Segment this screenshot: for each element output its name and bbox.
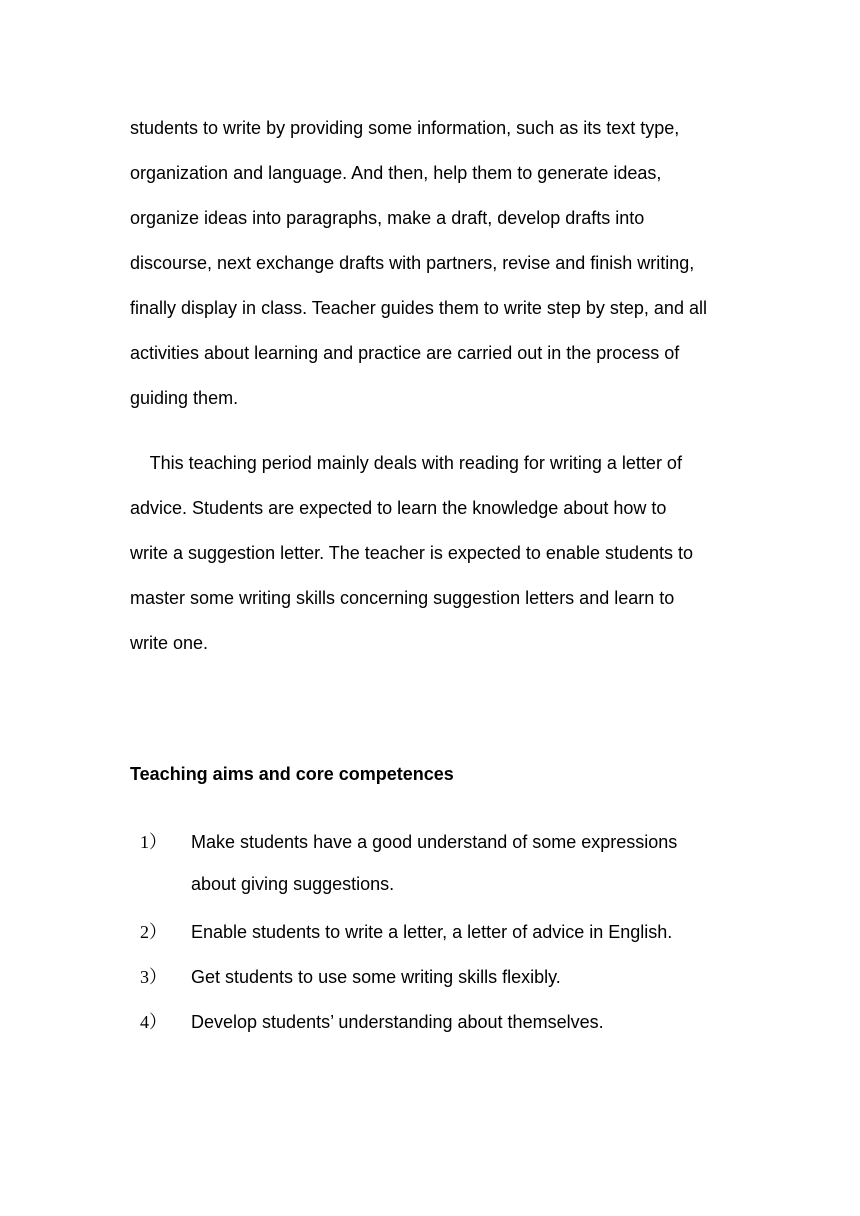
section-heading: Teaching aims and core competences xyxy=(130,764,454,784)
paragraph-1-line: activities about learning and practice are carried out in the process of xyxy=(130,343,680,363)
list-item-text: Make students have a good understand of some expressions xyxy=(191,832,678,852)
list-item-text: Get students to use some writing skills flexibly. xyxy=(191,967,561,987)
paragraph-2-line: write one. xyxy=(130,633,209,653)
paragraph-2-line: This teaching period mainly deals with reading for writing a letter of xyxy=(130,453,682,473)
paragraph-1-line: organization and language. And then, help them to generate ideas, xyxy=(130,163,662,183)
paragraph-2-line: write a suggestion letter. The teacher is expected to enable students to xyxy=(130,543,694,563)
paragraph-1-line: guiding them. xyxy=(130,388,239,408)
paragraph-1-line: organize ideas into paragraphs, make a draft, develop drafts into xyxy=(130,208,645,228)
list-item-number: 1） xyxy=(140,832,167,852)
list-item-number: 3） xyxy=(140,967,167,987)
paragraph-2-line: advice. Students are expected to learn the knowledge about how to xyxy=(130,498,667,518)
list-item-text: Develop students’ understanding about themselves. xyxy=(191,1012,604,1032)
paragraph-1-line: discourse, next exchange drafts with partners, revise and finish writing, xyxy=(130,253,695,273)
list-item-text: Enable students to write a letter, a letter of advice in English. xyxy=(191,922,673,942)
list-item-number: 2） xyxy=(140,922,167,942)
paragraph-1-line: finally display in class. Teacher guides them to write step by step, and all xyxy=(130,298,707,318)
list-item-text: about giving suggestions. xyxy=(191,874,395,894)
paragraph-2-line: master some writing skills concerning suggestion letters and learn to xyxy=(130,588,675,608)
list-item-number: 4） xyxy=(140,1012,167,1032)
paragraph-1-line: students to write by providing some information, such as its text type, xyxy=(130,118,680,138)
